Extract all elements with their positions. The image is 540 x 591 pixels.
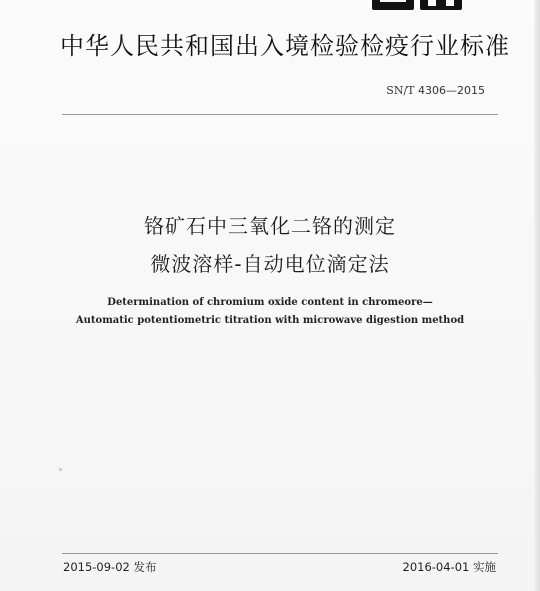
effective-date: 2016-04-01 bbox=[402, 560, 470, 574]
title-cn-line2: 微波溶样-自动电位滴定法 bbox=[150, 252, 390, 276]
issue-date-line bbox=[63, 559, 157, 575]
footer-rule bbox=[62, 553, 498, 554]
title-en-line2: Automatic potentiometric titration with microwave digestion method bbox=[75, 315, 465, 326]
header-rule bbox=[62, 114, 498, 115]
page-edge-shadow bbox=[534, 0, 540, 591]
sn-logo bbox=[372, 0, 482, 12]
effective-date-line bbox=[403, 559, 497, 575]
standard-number bbox=[386, 84, 485, 97]
standard-code-prefix: SN/T bbox=[386, 84, 415, 97]
issue-date: 2015-09-02 bbox=[63, 560, 130, 574]
effective-label: 实施 bbox=[473, 560, 496, 574]
standard-code-number: 4306—2015 bbox=[418, 84, 485, 97]
title-en-line1: Determination of chromium oxide content in chromeore— bbox=[107, 297, 433, 308]
paper-speck bbox=[59, 468, 62, 471]
title-cn-line1: 铬矿石中三氧化二铬的测定 bbox=[144, 214, 396, 238]
issuing-organization: 中华人民共和国出入境检验检疫行业标准 bbox=[60, 32, 510, 60]
issue-label: 发布 bbox=[133, 560, 157, 574]
